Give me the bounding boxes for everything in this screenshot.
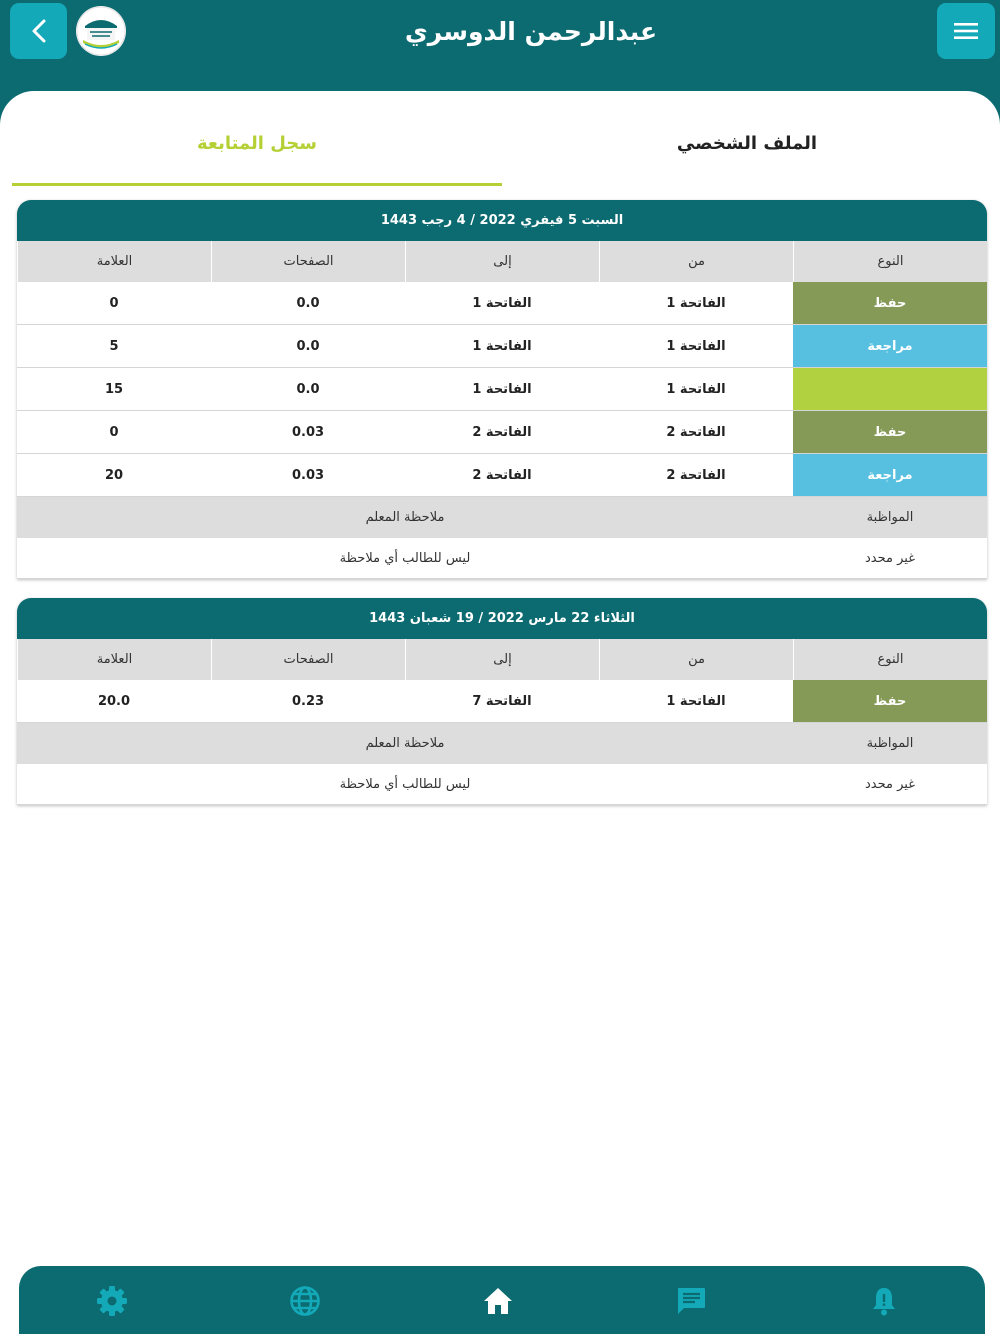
- page-title: عبدالرحمن الدوسري: [404, 17, 658, 46]
- notes-row: [17, 538, 987, 579]
- to-cell: الفاتحة 2: [472, 467, 532, 483]
- globe-icon: [289, 1285, 321, 1317]
- attendance-value: غير محدد: [865, 550, 915, 566]
- from-cell: الفاتحة 1: [666, 295, 726, 311]
- logo-icon: [76, 6, 126, 56]
- pages-cell: 0.03: [291, 467, 325, 483]
- pages-cell: 0.0: [296, 338, 320, 354]
- type-badge: حفظ: [793, 411, 987, 453]
- tab-log[interactable]: سجل المتابعة: [197, 133, 317, 154]
- column-grade: العلامة: [17, 241, 211, 282]
- attendance-label: المواظبة: [866, 736, 914, 751]
- to-cell: الفاتحة 1: [472, 381, 532, 397]
- teacher-note-value: ليس للطالب أي ملاحظة: [339, 776, 471, 792]
- nav-messages[interactable]: [674, 1284, 708, 1318]
- to-cell: الفاتحة 1: [472, 338, 532, 354]
- notes-row: [17, 764, 987, 805]
- attendance-value: غير محدد: [865, 776, 915, 792]
- table-header-row: [17, 241, 987, 282]
- grade-cell: 20: [104, 467, 124, 483]
- pages-cell: 0.23: [291, 693, 325, 709]
- column-type: النوع: [793, 639, 987, 680]
- from-cell: الفاتحة 1: [666, 338, 726, 354]
- teacher-note-label: ملاحظة المعلم: [365, 510, 445, 525]
- session-card: [17, 598, 987, 805]
- notes-header-row: [17, 497, 987, 538]
- pages-cell: 0.0: [296, 295, 320, 311]
- gear-icon: [96, 1285, 128, 1317]
- column-to: إلى: [405, 639, 599, 680]
- chat-icon: [675, 1285, 707, 1317]
- active-tab-indicator: [12, 183, 502, 186]
- from-cell: الفاتحة 2: [666, 467, 726, 483]
- menu-button[interactable]: [937, 3, 995, 59]
- home-icon: [482, 1285, 514, 1317]
- attendance-label: المواظبة: [866, 510, 914, 525]
- hamburger-icon: [954, 22, 978, 40]
- session-date: السبت 5 فيفري 2022 / 4 رجب 1443: [17, 200, 987, 241]
- column-from: من: [599, 639, 793, 680]
- nav-home[interactable]: [481, 1284, 515, 1318]
- column-type: النوع: [793, 241, 987, 282]
- grade-cell: 0: [109, 295, 119, 311]
- grade-cell: 0: [109, 424, 119, 440]
- column-to: إلى: [405, 241, 599, 282]
- table-row: [17, 680, 987, 723]
- notes-header-row: [17, 723, 987, 764]
- to-cell: الفاتحة 1: [472, 295, 532, 311]
- type-badge: حفظ: [793, 680, 987, 722]
- table-row: [17, 282, 987, 325]
- session-card: [17, 200, 987, 579]
- grade-cell: 20.0: [97, 693, 131, 709]
- column-grade: العلامة: [17, 639, 211, 680]
- pages-cell: 0.0: [296, 381, 320, 397]
- to-cell: الفاتحة 2: [472, 424, 532, 440]
- chevron-left-icon: [30, 18, 48, 44]
- column-pages: الصفحات: [211, 241, 405, 282]
- teacher-note-value: ليس للطالب أي ملاحظة: [339, 550, 471, 566]
- bell-icon: [868, 1285, 900, 1317]
- nav-notifications[interactable]: [867, 1284, 901, 1318]
- to-cell: الفاتحة 7: [472, 693, 532, 709]
- column-from: من: [599, 241, 793, 282]
- table-header-row: [17, 639, 987, 680]
- from-cell: الفاتحة 1: [666, 381, 726, 397]
- type-badge: حفظ: [793, 282, 987, 324]
- type-badge: [793, 368, 987, 410]
- column-pages: الصفحات: [211, 639, 405, 680]
- table-row: [17, 411, 987, 454]
- nav-language[interactable]: [288, 1284, 322, 1318]
- grade-cell: 5: [109, 338, 119, 354]
- from-cell: الفاتحة 1: [666, 693, 726, 709]
- table-row: [17, 368, 987, 411]
- nav-settings[interactable]: [95, 1284, 129, 1318]
- app-logo: [76, 6, 126, 56]
- teacher-note-label: ملاحظة المعلم: [365, 736, 445, 751]
- table-row: [17, 454, 987, 497]
- type-badge: مراجعة: [793, 454, 987, 496]
- session-date: الثلاثاء 22 مارس 2022 / 19 شعبان 1443: [17, 598, 987, 639]
- pages-cell: 0.03: [291, 424, 325, 440]
- grade-cell: 15: [104, 381, 124, 397]
- back-button[interactable]: [10, 3, 67, 59]
- tab-profile[interactable]: الملف الشخصي: [676, 133, 818, 154]
- bottom-nav: [19, 1266, 985, 1334]
- type-badge: مراجعة: [793, 325, 987, 367]
- from-cell: الفاتحة 2: [666, 424, 726, 440]
- table-row: [17, 325, 987, 368]
